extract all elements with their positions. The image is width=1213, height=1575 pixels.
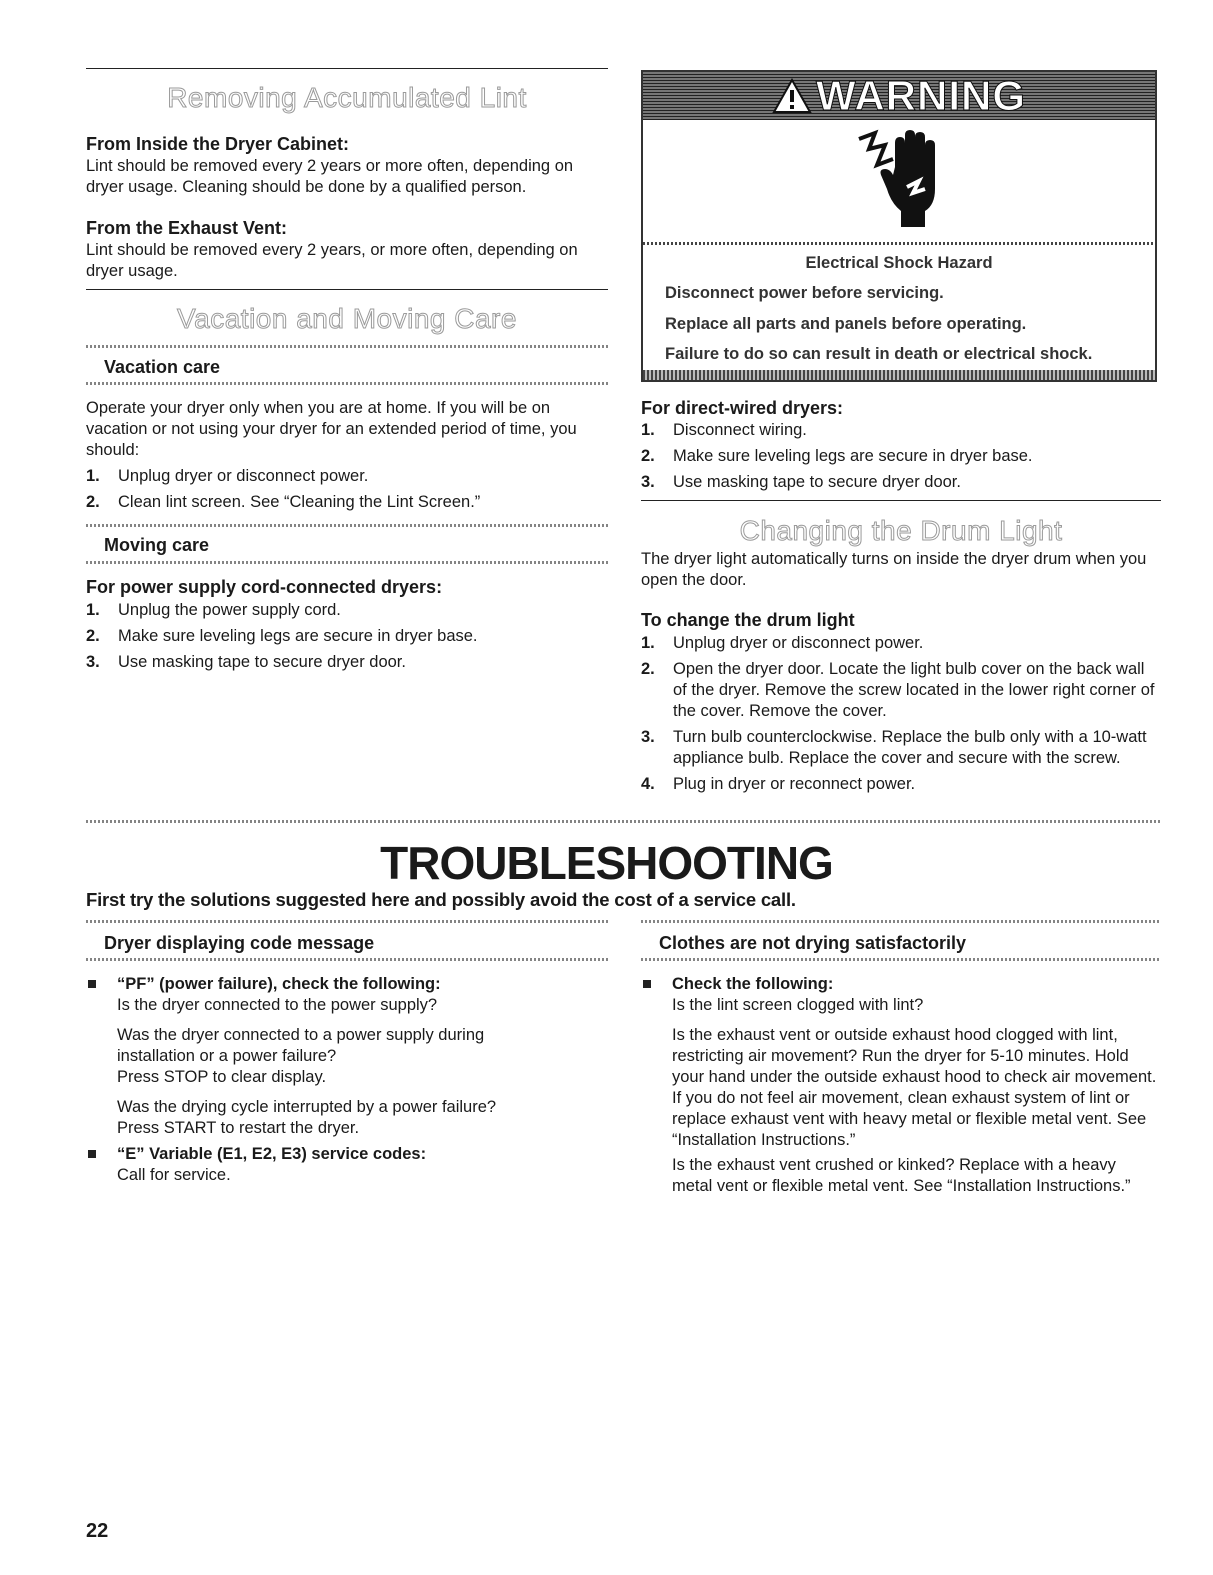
step-text: Make sure leveling legs are secure in dryer base. [673, 447, 1033, 465]
vent-text: Lint should be removed every 2 years, or more often, depending on dryer usage. [86, 241, 578, 280]
step-text: Disconnect wiring. [673, 421, 807, 439]
warning-line: Failure to do so can result in death or electrical shock. [665, 345, 1093, 363]
drum-intro: The dryer light automatically turns on inside the dryer drum when you open the door. [641, 550, 1147, 589]
step-text: Clean lint screen. See “Cleaning the Lint Screen.” [118, 493, 481, 511]
bullet-square-icon [643, 980, 651, 988]
dotrule-code-top [86, 920, 608, 923]
list-item: 2. Make sure leveling legs are secure in dryer base. [86, 627, 478, 645]
dotrule-moving-bottom [86, 561, 608, 564]
e-text: Call for service. [117, 1166, 231, 1184]
drying-line: Is the lint screen clogged with lint? [672, 996, 924, 1014]
pf-title: “PF” (power failure), check the following: [117, 975, 441, 993]
vacation-steps [86, 466, 606, 518]
dotrule-code-bottom [86, 958, 608, 961]
step-text: Open the dryer door. Locate the light bulb cover on the back wall of the dryer. Remove the screw located in the lower right corner of the cover. Remove the cover. [673, 660, 1155, 720]
direct-wired-steps [641, 420, 1157, 498]
step-text: Unplug dryer or disconnect power. [118, 467, 369, 485]
warning-bottom-bar [643, 370, 1155, 380]
step-text: Use masking tape to secure dryer door. [673, 473, 961, 491]
list-item: 1. Unplug dryer or disconnect power. [86, 467, 369, 485]
moving-steps [86, 600, 606, 678]
vacation-section-heading: Vacation and Moving Care [177, 303, 517, 334]
dotrule-vacation-bottom [86, 382, 608, 385]
drum-change-title: To change the drum light [641, 610, 855, 630]
pf-line: Was the drying cycle interrupted by a power failure? Press START to restart the dryer. [117, 1098, 497, 1137]
step-text: Unplug the power supply cord. [118, 601, 341, 619]
list-item: 4. Plug in dryer or reconnect power. [641, 775, 916, 793]
step-text: Make sure leveling legs are secure in dryer base. [118, 627, 478, 645]
list-item: 1. Disconnect wiring. [641, 421, 807, 439]
hazard-title: Electrical Shock Hazard [805, 254, 993, 272]
list-item: 2. Open the dryer door. Locate the light bulb cover on the back wall of the dryer. Remove the screw located in the lower right corner of the cover. Remove the cover. [641, 660, 1155, 720]
warning-box [641, 70, 1157, 382]
dotrule-drying-top [641, 920, 1161, 923]
bullet-square-icon [88, 980, 96, 988]
page-number: 22 [86, 1520, 109, 1542]
dotrule-drying-bottom [641, 958, 1161, 961]
list-item: 1. Unplug the power supply cord. [86, 601, 341, 619]
step-text: Turn bulb counterclockwise. Replace the bulb only with a 10-watt appliance bulb. Replace the cover and secure with the screw. [673, 728, 1147, 767]
dotrule-troubleshooting [86, 820, 1161, 823]
step-text: Use masking tape to secure dryer door. [118, 653, 406, 671]
list-item: 2. Make sure leveling legs are secure in dryer base. [641, 447, 1033, 465]
list-item: 3. Use masking tape to secure dryer door. [641, 473, 961, 491]
shock-hand-icon [855, 127, 945, 237]
dotrule-vacation-top [86, 345, 608, 348]
cabinet-text: Lint should be removed every 2 years or more often, depending on dryer usage. Cleaning should be done by a qualified person. [86, 157, 574, 196]
drying-line: Is the exhaust vent crushed or kinked? Replace with a heavy metal vent or flexible metal vent. See “Installation Instructions.” [672, 1156, 1131, 1195]
top-rule-left [86, 68, 608, 69]
list-item: 3. Turn bulb counterclockwise. Replace the bulb only with a 10-watt appliance bulb. Replace the cover and secure with the screw. [641, 728, 1147, 767]
step-text: Unplug dryer or disconnect power. [673, 634, 924, 652]
troubleshooting-subtitle: First try the solutions suggested here and possibly avoid the cost of a service call. [86, 889, 796, 910]
dotrule-moving-top [86, 524, 608, 527]
drum-section-heading: Changing the Drum Light [739, 515, 1063, 546]
pf-line: Was the dryer connected to a power supply during installation or a power failure? Press STOP to clear display. [117, 1026, 485, 1086]
vacation-care-title: Vacation care [104, 357, 221, 377]
warning-label: WARNING [816, 72, 1026, 119]
warning-banner [643, 72, 1155, 120]
e-title: “E” Variable (E1, E2, E3) service codes: [117, 1145, 427, 1163]
vacation-text: Operate your dryer only when you are at home. If you will be on vacation or not using your dryer for an extended period of time, you should: [86, 399, 577, 459]
cord-connected-title: For power supply cord-connected dryers: [86, 577, 443, 597]
cabinet-title: From Inside the Dryer Cabinet: [86, 134, 350, 154]
drum-steps [641, 633, 1161, 800]
bullet-square-icon [88, 1150, 96, 1158]
step-text: Plug in dryer or reconnect power. [673, 775, 916, 793]
list-item: 1. Unplug dryer or disconnect power. [641, 634, 924, 652]
rule-vacation [86, 289, 608, 290]
pf-line: Is the dryer connected to the power supply? [117, 996, 438, 1014]
warning-line: Replace all parts and panels before operating. [665, 315, 1027, 333]
warning-divider [643, 242, 1155, 245]
troubleshooting-title: TROUBLESHOOTING [380, 837, 833, 889]
warning-triangle-icon [772, 78, 812, 114]
direct-wired-title: For direct-wired dryers: [641, 398, 844, 418]
vent-title: From the Exhaust Vent: [86, 218, 288, 238]
not-drying-title: Clothes are not drying satisfactorily [659, 933, 967, 953]
check-title: Check the following: [672, 975, 834, 993]
moving-care-title: Moving care [104, 535, 210, 555]
rule-drum [641, 500, 1161, 501]
warning-line: Disconnect power before servicing. [665, 284, 944, 302]
list-item: 2. Clean lint screen. See “Cleaning the Lint Screen.” [86, 493, 481, 511]
lint-section-heading: Removing Accumulated Lint [167, 82, 527, 113]
list-item: 3. Use masking tape to secure dryer door. [86, 653, 406, 671]
drying-line: Is the exhaust vent or outside exhaust hood clogged with lint, restricting air movement? Run the dryer for 5-10 minutes. Hold your hand under the outside exhaust hood to check air movement. If you do not feel air movement, clean exhaust system of lint or replace exhaust vent with heavy metal or flexible metal vent. See “Installation Instructions.” [672, 1026, 1157, 1149]
code-message-title: Dryer displaying code message [104, 933, 375, 953]
